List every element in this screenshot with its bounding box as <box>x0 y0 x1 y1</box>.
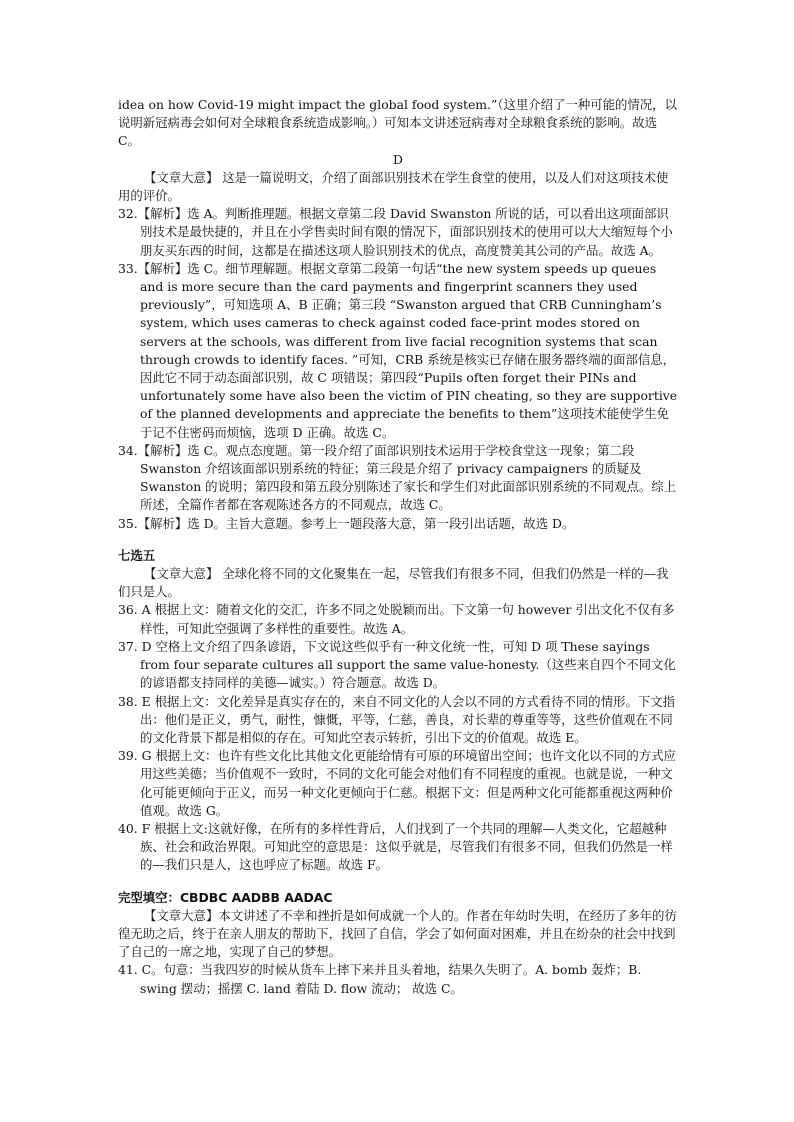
answer-33: 33.【解析】选 C。细节理解题。根据文章第二段第一句话“the new system speeds up queues and is more secure than the card payments and fingerprint scanners they used previously”，可知选项 A、B 正确；第三段 “Swanston argued that CRB Cunningham’s system, which uses cameras to check against coded face-print modes stored on servers at the schools, was different from live facial recognition systems that scan through crowds to identify faces. ”可知，CRB 系统是核实已存储在服务器终端的面部信息，因此它不同于动态面部识别，故 C 项错误；第四段“Pupils often forget their PINs and unfortunately some have also been the victim of PIN cheating, so they are supportive of the planned developments and appreciate the benefits to them”这项技术能使学生免于记不住密码而烦恼，选项 D 正确。故选 C。 <box>118 260 678 440</box>
answer-39: 39. G 根据上文：也许有些文化比其他文化更能给情有可原的环境留出空间；也许文化以不同的方式应用这些美德；当价值观不一致时，不同的文化可能会对他们有不同程度的重视。也就是说，一种文化可能更倾向于正义，而另一种文化更倾向于仁慈。根据下文：但是两种文化可能都重视这两种价值观。故选 G。 <box>118 748 676 818</box>
answer-38: 38. E 根据上文：文化差异是真实存在的，来自不同文化的人会以不同的方式看待不同的情形。下文指出：他们是正义，勇气，耐性，慷慨，平等，仁慈，善良，对长辈的尊重等等，这些价值观在不同的文化背景下都是相似的存在。可知此空表示转折，引出下文的价值观。故选 E。 <box>118 693 676 745</box>
answer-32: 32.【解析】选 A。判断推理题。根据文章第二段 David Swanston 所说的话，可以看出这项面部识别技术是最快捷的，并且在小学售卖时间有限的情况下，面部识别技术的使用可以大大缩短每个小朋友买东西的时间，这都是在描述这项人脸识别技术的优点，高度赞美其公司的产品。故选 A。 <box>118 206 673 258</box>
cloze-summary: 【文章大意】本文讲述了不幸和挫折是如何成就一个人的。作者在年幼时失明，在经历了多年的彷徨无助之后，终于在亲人朋友的帮助下，找回了自信，学会了如何面对困难，并且在纷杂的社会中找到了自己的一席之地，实现了自己的梦想。 <box>118 907 677 960</box>
answer-41: 41. C。句意：当我四岁的时候从货车上摔下来并且头着地，结果久失明了。A. bomb 轰炸；B. swing 摆动；摇摆 C. land 着陆 D. flow 流动； 故选 C。 <box>118 962 642 996</box>
answer-37: 37. D 空格上文介绍了四条谚语，下文说这些似乎有一种文化统一性，可知 D 项 These sayings from four separate cultures all support the same value-honesty.（这些来自四个不同文化的谚语都支持同样的美德—诚实。）符合题意。故选 D。 <box>118 638 676 691</box>
document-page <box>118 96 678 998</box>
answer-36: 36. A 根据上文：随着文化的交汇，许多不同之处脱颖而出。下文第一句 however 引出文化不仅有多样性，可知此空强调了多样性的重要性。故选 A。 <box>118 602 675 636</box>
passage-c-tail: idea on how Covid-19 might impact the global food system.”（这里介绍了一种可能的情况，以说明新冠病毒会如何对全球粮食系统造成影响。）可知本文讲述冠病毒对全球粮食系统的影响。故选 C。 <box>118 97 677 149</box>
answer-35: 35.【解析】选 D。主旨大意题。参考上一题段落大意，第一段引出话题，故选 D。 <box>118 515 575 531</box>
answer-34: 34.【解析】选 C。观点态度题。第一段介绍了面部识别技术运用于学校食堂这一现象；第二段 Swanston 介绍该面部识别系统的特征；第三段是介绍了 privacy campaigners 的质疑及 Swanston 的说明；第四段和第五段分别陈述了家长和学生们对此面部识别系统的不同观点。综上所述，全篇作者都在客观陈述各方的不同观点，故选 C。 <box>118 442 677 513</box>
seven-choice-summary: 【文章大意】 全球化将不同的文化聚集在一起，尽管我们有很多不同，但我们仍然是一样的—我们只是人。 <box>118 566 669 600</box>
passage-d-letter: D <box>393 151 403 167</box>
answer-40: 40. F 根据上文:这就好像，在所有的多样性背后，人们找到了一个共同的理解—人类文化，它超越种族、社会和政治界限。可知此空的意思是：这似乎就是，尽管我们有很多不同，但我们仍然是一样的—我们只是人，这也呼应了标题。故选 F。 <box>118 820 673 873</box>
seven-choice-heading: 七选五 <box>118 547 156 563</box>
passage-d-summary: 【文章大意】 这是一篇说明文，介绍了面部识别技术在学生食堂的使用，以及人们对这项技术使用的评价。 <box>118 169 669 204</box>
cloze-heading: 完型填空：CBDBC AADBB AADAC <box>118 889 333 905</box>
